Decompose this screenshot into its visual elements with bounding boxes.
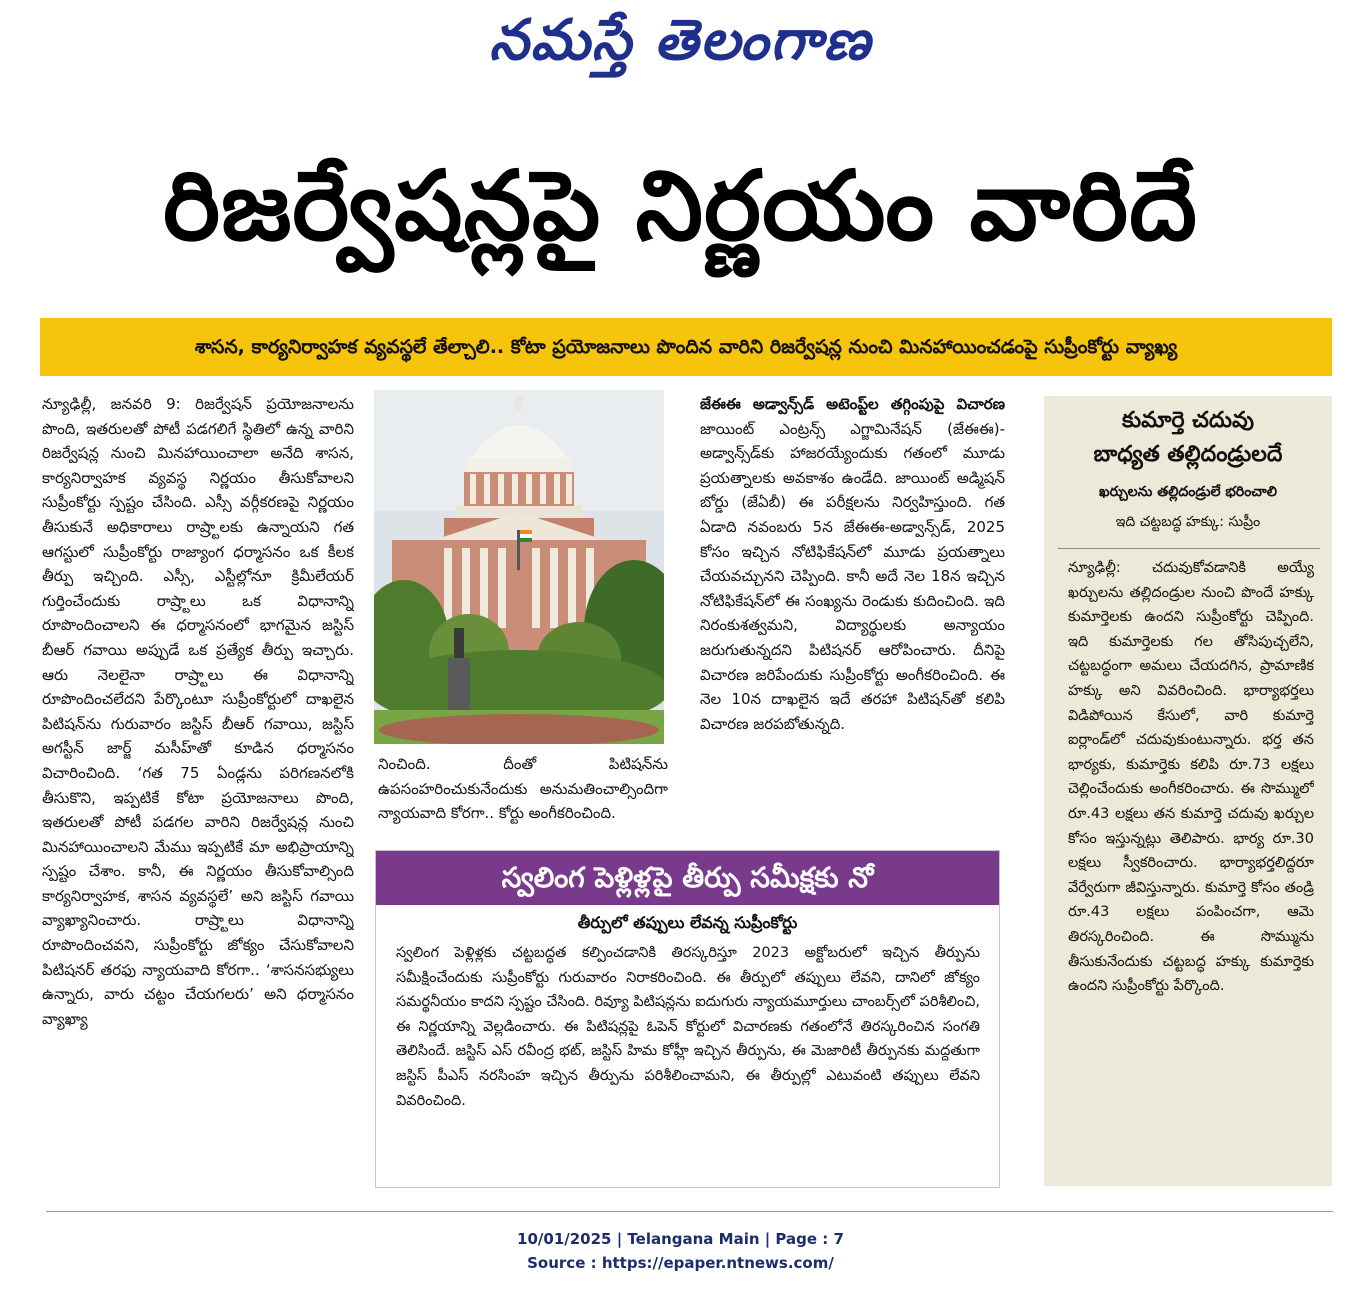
footer-dateline: 10/01/2025 | Telangana Main | Page : 7	[517, 1230, 844, 1248]
boxed-story-subtitle: తీర్పులో తప్పులు లేవన్న సుప్రీంకోర్టు	[577, 913, 798, 932]
boxed-story-body: స్వలింగ పెళ్లిళ్లకు చట్టబద్ధత కల్పించడానికి తిరస్కరిస్తూ 2023 అక్టోబరులో ఇచ్చిన తీర్పును సమీక్షించేందుకు సుప్రీంకోర్టు గురువారం నిరాకరించింది. ఈ తీర్పులో తప్పులు లేవని, దానిలో జోక్యం సమర్థనీయం కాదని స్పష్టం చేసింది. రివ్యూ పిటిషన్లను ఐదుగురు న్యాయమూర్తులు చాంబర్స్‌లో పరిశీలించి, ఈ నిర్ణయాన్ని వెల్లడించారు. ఈ పిటిషన్లపై ఓపెన్ కోర్టులో విచారణకు గతంలోనే తిరస్కరించిన సంగతి తెలిసిందే. జస్టిస్ ఎస్ రవీంద్ర భట్, జస్టిస్ హిమ కోహ్లీ ఇచ్చిన తీర్పును, ఈ మెజారిటీ తీర్పునకు మద్దతుగా జస్టిస్ పీఎస్ నరసింహ ఇచ్చిన తీర్పును పరిశీలించామని, ఈ తీర్పుల్లో ఎటువంటి తప్పులు లేవని వివరించింది.	[396, 945, 980, 1109]
deck-band	[40, 318, 1332, 376]
boxed-story	[375, 850, 1000, 1188]
main-story-body: న్యూఢిల్లీ, జనవరి 9: రిజర్వేషన్ ప్రయోజనాలను పొంది, ఇతరులతో పోటీ పడగలిగే స్థితిలో ఉన్న వారిని రిజర్వేషన్ల నుంచి మినహాయించాలా అనేది శాసన, కార్యనిర్వాహక వ్యవస్థ నిర్ణయం తీసుకోవాలని సుప్రీంకోర్టు స్పష్టం చేసింది. ఎస్సీ వర్గీకరణపై నిర్ణయం తీసుకునే అధికారాలు రాష్ర్టాలకు ఉన్నాయని గత ఆగస్టులో సుప్రీంకోర్టు రాజ్యాంగ ధర్మాసనం ఒక కీలక తీర్పు ఇచ్చింది. ఎస్సీ, ఎస్టీల్లోనూ క్రిమీలేయర్ గుర్తించేందుకు రాష్ర్టాలు ఒక విధానాన్ని రూపొందించాలని ఈ ధర్మాసనంలో భాగమైన జస్టిస్ బీఆర్ గవాయి అప్పుడే ఒక ప్రత్యేక తీర్పు ఇచ్చారు. ఆరు నెలలైనా రాష్ర్టాలు ఈ విధానాన్ని రూపొందించలేదని పేర్కొంటూ సుప్రీంకోర్టులో దాఖలైన పిటిషన్‌ను గురువారం జస్టిస్ బీఆర్ గవాయి, జస్టిస్ అగస్టీన్ జార్జ్ మసీహ్‌తో కూడిన ధర్మాసనం విచారించింది. ‘గత 75 ఏండ్లను పరిగణనలోకి తీసుకొని, ఇప్పటికే కోటా ప్రయోజనాలు పొంది, ఇతరులతో పోటీ పడగల వారిని రిజర్వేషన్ల నుంచి మినహాయించాలని మేము ఇప్పటికే మా అభిప్రాయాన్ని స్పష్టం చేశాం. కానీ, ఈ నిర్ణయం తీసుకోవాల్సింది కార్యనిర్వాహక, శాసన వ్యవస్థలే’ అని జస్టిస్ గవాయి వ్యాఖ్యానించారు. రాష్ర్టాలు విధానాన్ని రూపొందించవని, సుప్రీంకోర్టు జోక్యం చేసుకోవాలని పిటిషనర్ తరఫు న్యాయవాది కోరగా.. ‘శాసనసభ్యులు ఉన్నారు, వారు చట్టం చేయగలరు’ అని ధర్మాసనం వ్యాఖ్యా	[42, 395, 354, 1028]
sidebar-headline-line2: బాధ్యత తల్లిదండ్రులదే	[1093, 442, 1283, 467]
masthead-logo: నమస్తే తెలంగాణ	[489, 8, 872, 73]
jee-story-body: జాయింట్ ఎంట్రన్స్ ఎగ్జామినేషన్ (జేఈఈ)-అడ్వాన్స్‌డ్‌కు హాజరయ్యేందుకు గతంలో మూడు ప్రయత్నాలకు అవకాశం ఉండేది. జాయింట్ అడ్మిషన్ బోర్డు (జేఏబీ) ఈ పరీక్షలను నిర్వహిస్తుంది. గత ఏడాది నవంబరు 5న జేఈఈ-అడ్వాన్స్‌డ్, 2025 కోసం ఇచ్చిన నోటిఫికేషన్‌లో మూడు ప్రయత్నాలు చేయవచ్చునని చెప్పింది. కానీ అదే నెల 18న ఇచ్చిన నోటిఫికేషన్‌లో ఈ సంఖ్యను రెండుకు కుదించింది. ఇది నిరంకుశత్వమని, విద్యార్థులకు అన్యాయం జరుగుతున్నదని పిటిషనర్ ఆరోపించారు. దీనిపై విచారణ జరిపేందుకు సుప్రీంకోర్టు అంగీకరించింది. ఈ నెల 10న దాఖలైన ఇదే తరహా పిటిషన్‌తో కలిపి విచారణ జరపబోతున్నది.	[700, 419, 1005, 733]
sidebar-divider	[1058, 548, 1320, 549]
sidebar-deck-2: ఇది చట్టబద్ధ హక్కు: సుప్రీం	[1115, 514, 1261, 530]
supreme-court-photo	[374, 390, 664, 744]
sidebar-deck-1: ఖర్చులను తల్లిదండ్రులే భరించాలి	[1099, 484, 1277, 500]
sidebar-body: న్యూఢిల్లీ: చదువుకోవడానికి అయ్యే ఖర్చులను తల్లిదండ్రుల నుంచి పొందే హక్కు కుమార్తెలకు ఉందని సుప్రీంకోర్టు చెప్పింది. ఇది కుమార్తెలకు గల తోసిపుచ్చలేని, చట్టబద్ధంగా అమలు చేయదగిన, ప్రామాణిక హక్కు అని వివరించింది. భార్యాభర్తలు విడిపోయిన కేసులో, వారి కుమార్తె ఐర్లాండ్‌లో చదువుకుంటున్నారు. భర్త తన భార్యకు, కుమార్తెకు కలిపి రూ.73 లక్షలు చెల్లించేందుకు అంగీకరించారు. ఈ సొమ్ములో రూ.43 లక్షలు తన కుమార్తె చదువు ఖర్చుల కోసం ఇస్తున్నట్లు తెలిపారు. భార్య రూ.30 లక్షలు స్వీకరించారు. భార్యాభర్తలిద్దరూ వేర్వేరుగా జీవిస్తున్నారు. కుమార్తె కోసం తండ్రి రూ.43 లక్షలు పంపించగా, ఆమె తిరస్కరించింది. ఈ సొమ్మును తీసుకునేందుకు చట్టబద్ధ హక్కు కుమార్తెకు ఉందని సుప్రీంకోర్టు పేర్కొంది.	[1068, 560, 1314, 995]
sidebar-headline-line1: కుమార్తె చదువు	[1122, 408, 1254, 433]
jee-story	[700, 392, 1005, 832]
footer-rule	[46, 1211, 1333, 1212]
deck-text: శాసన, కార్యనిర్వాహక వ్యవస్థలే తేల్చాలి.. కోటా ప్రయోజనాలు పొందిన వారిని రిజర్వేషన్ల నుంచి మినహాయించడంపై సుప్రీంకోర్టు వ్యాఖ్య	[194, 336, 1178, 358]
jee-story-subhead: జేఈఈ అడ్వాన్స్‌డ్ అటెంప్ట్‌ల తగ్గింపుపై విచారణ	[700, 395, 1005, 413]
main-headline: రిజర్వేషన్లపై నిర్ణయం వారిదే	[163, 150, 1198, 262]
boxed-story-title: స్వలింగ పెళ్లిళ్లపై తీర్పు సమీక్షకు నో	[501, 861, 874, 894]
sidebar-story	[1044, 396, 1332, 1186]
footer-source: Source : https://epaper.ntnews.com/	[527, 1254, 834, 1272]
main-story-continuation: నించింది. దీంతో పిటిషన్‌ను ఉపసంహరించుకునేందుకు అనుమతించాల్సిందిగా న్యాయవాది కోరగా.. కోర్టు అంగీకరించింది.	[378, 755, 668, 823]
